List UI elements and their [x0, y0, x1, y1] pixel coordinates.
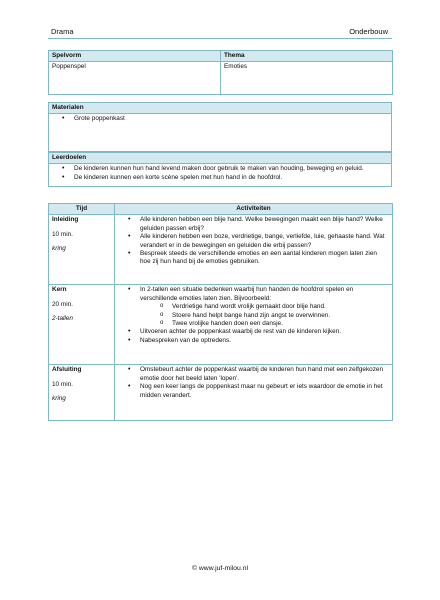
phase-row-introduction: [49, 215, 393, 285]
materials-table: [48, 102, 392, 152]
theme-header: Thema: [221, 51, 393, 62]
phase-duration: 20 min.: [52, 300, 73, 308]
phase-row-core: [49, 285, 393, 365]
activity-item: [140, 286, 389, 328]
form-theme-table: [48, 50, 393, 95]
phase-duration: 10 min.: [52, 230, 73, 238]
theme-value: Emoties: [221, 62, 393, 95]
phase-row-closing: [49, 365, 393, 421]
activity-item: • Nabespreken van de optredens.: [140, 337, 389, 345]
subject-label: Drama: [51, 27, 74, 36]
activity-item: • Alle kinderen hebben een blije hand. Welke bewegingen maakt een blije hand? Welke geluiden passen erbij?: [140, 216, 389, 233]
phase-name: Afsluiting: [52, 366, 82, 374]
goals-table: [48, 152, 392, 187]
materials-item: • Grote poppenkast: [74, 115, 388, 123]
form-value: Poppenspel: [49, 62, 221, 95]
footer-copyright: © www.juf-milou.nl: [192, 565, 248, 572]
goal-item: • De kinderen kunnen hun hand levend maken door gebruik te maken van houding, beweging en geluid.: [74, 165, 388, 173]
grade-label: Onderbouw: [349, 27, 388, 36]
example-item: o Twee vrolijke handen doen een dansje.: [172, 320, 389, 328]
activity-item: • Uitvoeren achter de poppenkast waarbij de rest van de kinderen kijken.: [140, 328, 389, 336]
example-item: o Stoere hand helpt bange hand zijn angst te overwinnen.: [172, 312, 389, 320]
activity-item-text: In 2-tallen een situatie bedenken waarbij hun handen de hoofdrol spelen en verschillende emoties laten zien. Bijvoorbeeld:: [140, 286, 354, 302]
form-header: Spelvorm: [49, 51, 221, 62]
activities-table: [48, 203, 393, 421]
phase-duration: 10 min.: [52, 380, 73, 388]
activities-column-header: Activiteiten: [115, 204, 393, 215]
header-divider: [48, 38, 392, 39]
phase-setting: kring: [52, 395, 66, 403]
goals-header: Leerdoelen: [49, 153, 392, 164]
phase-setting: 2-tallen: [52, 315, 73, 323]
time-column-header: Tijd: [49, 204, 115, 215]
activity-item: • Nog een keer langs de poppenkast maar nu gebeurt er iets waardoor de emotie in het midden verandert.: [140, 383, 389, 400]
phase-name: Inleiding: [52, 216, 79, 224]
phase-setting: kring: [52, 245, 66, 253]
example-item: o Verdrietige hand wordt vrolijk gemaakt door blije hand.: [172, 303, 389, 311]
goal-item: • De kinderen kunnen een korte scène spelen met hun hand in de hoofdrol.: [74, 174, 388, 182]
activity-item: • Omstebeurt achter de poppenkast waarbij de kinderen hun hand met een zelfgekozen emotie door het beeld laten 'lopen'.: [140, 366, 389, 383]
phase-name: Kern: [52, 286, 67, 294]
activity-item: • Bespreek steeds de verschillende emoties en een aantal kinderen mogen laten zien hoe zij hun hand bij de emoties gebruiken.: [140, 250, 389, 267]
activity-item: • Alle kinderen hebben een boze, verdrietige, bange, verliefde, luie, gehaaste hand. Wat verandert er in de bewegingen en geluiden die erbij passen?: [140, 233, 389, 250]
materials-header: Materialen: [49, 103, 392, 114]
